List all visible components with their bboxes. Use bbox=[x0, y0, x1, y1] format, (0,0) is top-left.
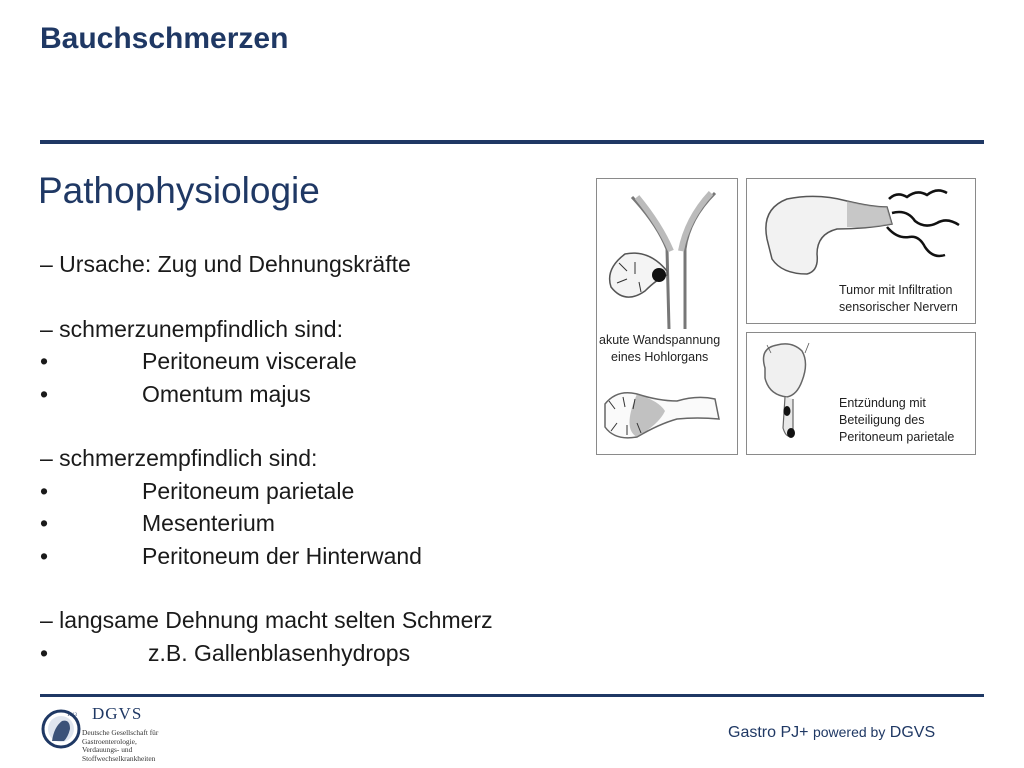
slide-header: Bauchschmerzen bbox=[40, 22, 289, 55]
list-item bbox=[40, 378, 600, 410]
bullet: • bbox=[40, 510, 49, 537]
bullet: • bbox=[40, 639, 49, 666]
dgvs-wordmark: DGVS bbox=[92, 704, 143, 723]
list-item-text: Mesenterium bbox=[142, 510, 275, 537]
dgvs-subtitle bbox=[82, 729, 192, 763]
credit-main: Gastro PJ+ bbox=[728, 724, 809, 741]
dgvs-subtitle-line: Verdauungs- und bbox=[82, 745, 133, 755]
figure-label-inflammation-2: Beteiligung des bbox=[839, 413, 925, 427]
list-item-text: z.B. Gallenblasenhydrops bbox=[148, 639, 411, 666]
bullet: • bbox=[40, 542, 49, 569]
list-item bbox=[40, 345, 600, 377]
spacer bbox=[40, 572, 600, 604]
dgvs-subtitle-line: Stoffwechselkrankheiten bbox=[82, 753, 156, 763]
bullet: • bbox=[40, 348, 49, 375]
figure-label-inflammation-3: Peritoneum parietale bbox=[839, 430, 955, 444]
list-item bbox=[40, 507, 600, 539]
footer-divider bbox=[40, 694, 984, 697]
credit-brand: DGVS bbox=[889, 724, 936, 741]
body-line-insensitive: – schmerzunempfindlich sind: bbox=[40, 315, 343, 342]
dgvs-emblem-icon bbox=[40, 707, 84, 751]
figure-label-inflammation-1: Entzündung mit bbox=[839, 396, 926, 410]
dgvs-subtitle-line: Gastroenterologie, bbox=[82, 736, 137, 746]
body-line-slow-stretch: – langsame Dehnung macht selten Schmerz bbox=[40, 607, 493, 634]
figure-label-hollow-organ-1: akute Wandspannung bbox=[599, 333, 721, 347]
figure-label-tumor-1: Tumor mit Infiltration bbox=[839, 283, 953, 297]
body-text bbox=[40, 248, 600, 669]
list-item bbox=[40, 540, 600, 572]
list-item-text: Omentum majus bbox=[142, 380, 311, 407]
bullet: • bbox=[40, 380, 49, 407]
list-item-text: Peritoneum parietale bbox=[142, 477, 355, 504]
list-item-text: Peritoneum viscerale bbox=[142, 348, 357, 375]
figure-panel-inflammation bbox=[746, 332, 976, 455]
spacer bbox=[40, 280, 600, 312]
footer-credit bbox=[728, 724, 935, 742]
body-line-cause: – Ursache: Zug und Dehnungskräfte bbox=[40, 251, 411, 277]
logo-year: 1913 bbox=[67, 713, 77, 718]
credit-powered-by: powered by bbox=[812, 724, 886, 740]
body-line-sensitive: – schmerzempfindlich sind: bbox=[40, 445, 318, 472]
list-item-text: Peritoneum der Hinterwand bbox=[142, 542, 422, 569]
section-title: Pathophysiologie bbox=[38, 170, 320, 211]
figure-label-hollow-organ-2: eines Hohlorgans bbox=[611, 350, 709, 364]
dgvs-subtitle-line: Deutsche Gesellschaft für bbox=[82, 728, 159, 737]
bullet: • bbox=[40, 477, 49, 504]
figure-panel-hollow-organ bbox=[596, 178, 738, 455]
list-item bbox=[40, 475, 600, 507]
header-divider bbox=[40, 140, 984, 144]
figure-panel-tumor bbox=[746, 178, 976, 324]
hollow-organ-illustration bbox=[597, 179, 737, 454]
list-item bbox=[40, 637, 600, 669]
spacer bbox=[40, 410, 600, 442]
figure-label-tumor-2: sensorischer Nervern bbox=[839, 300, 958, 314]
